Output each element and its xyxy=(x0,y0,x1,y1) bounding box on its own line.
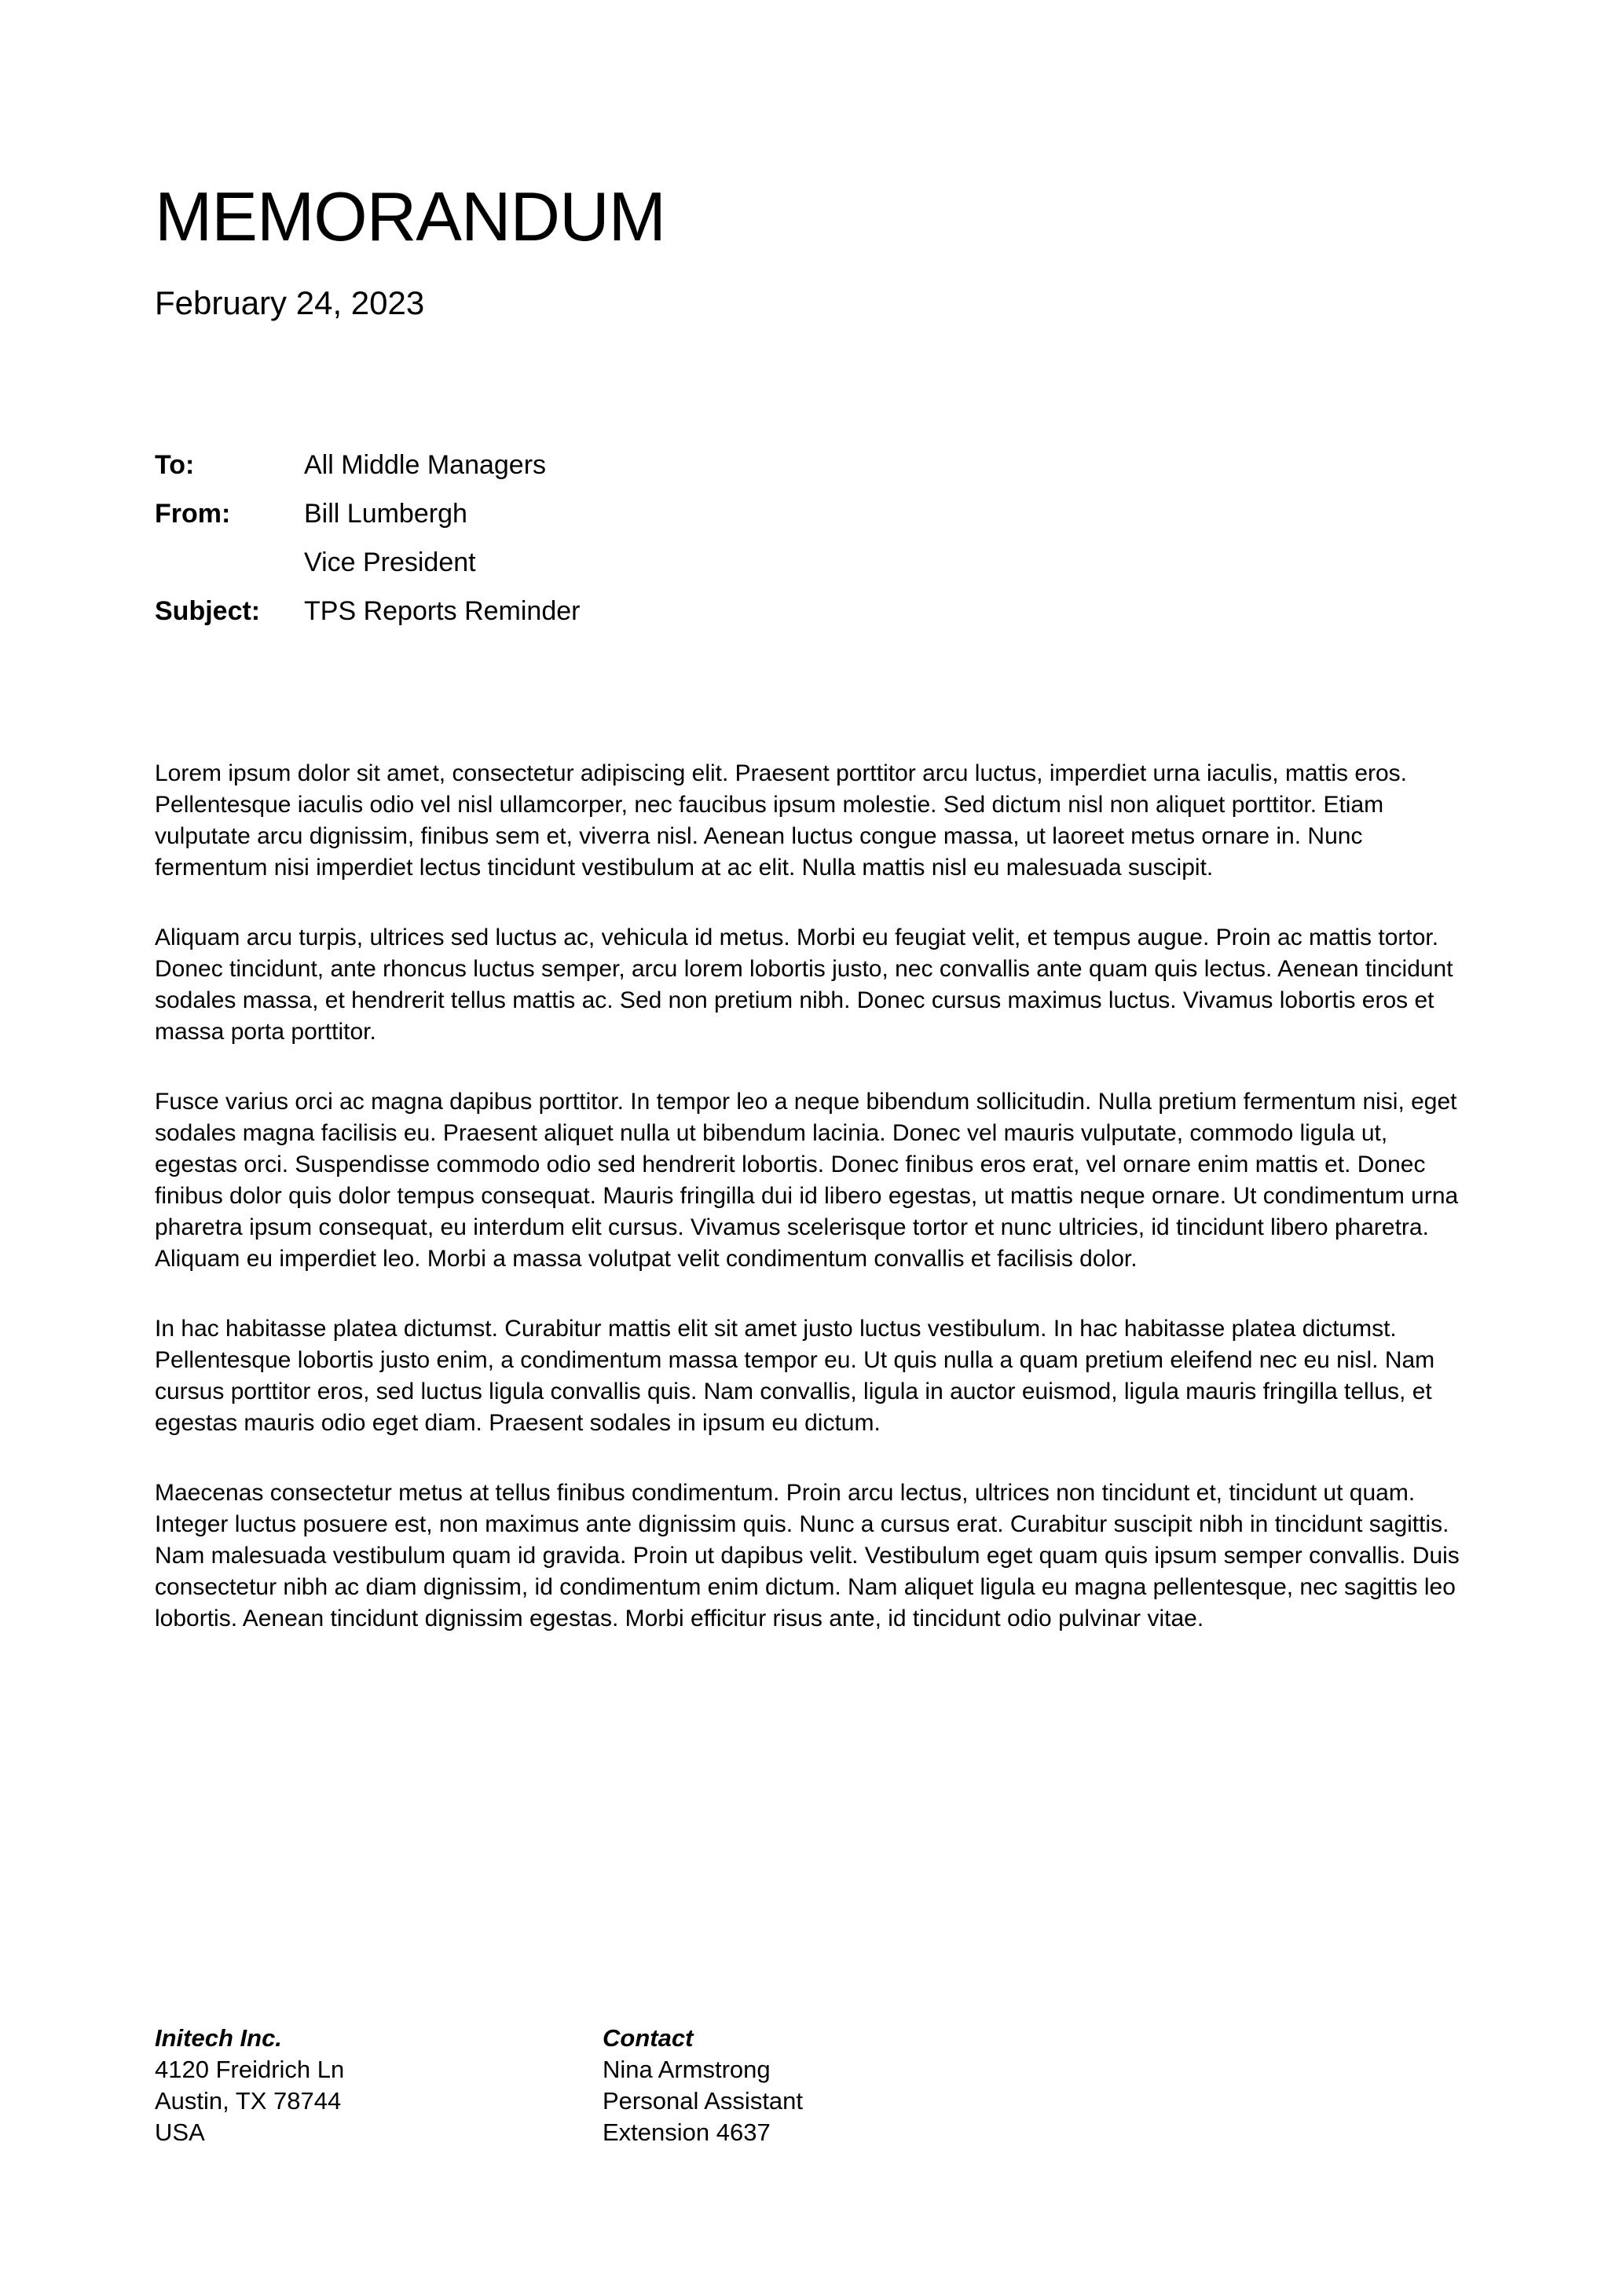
field-label-subject: Subject: xyxy=(155,596,261,626)
field-value-from: Bill Lumbergh xyxy=(304,499,467,529)
footer-company-street: 4120 Freidrich Ln xyxy=(155,2056,345,2083)
body-paragraph-3: Fusce varius orci ac magna dapibus porttitor. In tempor leo a neque bibendum sollicitudin. Nulla pretium fermentum nisi, eget sodales magna facilisis eu. Praesent aliquet nulla ut bibendum lacinia. Donec vel mauris vulputate, commodo ligula ut, egestas orci. Suspendisse commodo odio sed hendrerit lobortis. Donec finibus eros erat, vel ornare enim mattis et. Donec finibus dolor quis dolor tempus consequat. Mauris fringilla dui id libero egestas, ut mattis neque ornare. Ut condimentum urna pharetra ipsum consequat, eu interdum elit cursus. Vivamus scelerisque tortor et nunc ultricies, id tincidunt libero pharetra. Aliquam eu imperdiet leo. Morbi a massa volutpat velit condimentum convallis et facilisis dolor. xyxy=(155,1089,1459,1272)
body-paragraph-4: In hac habitasse platea dictumst. Curabitur mattis elit sit amet justo luctus vestibulum. In hac habitasse platea dictumst. Pellentesque lobortis justo enim, a condimentum massa tempor eu. Ut quis nulla a quam pretium eleifend nec eu nisl. Nam cursus porttitor eros, sed luctus ligula convallis quis. Nam convallis, ligula in auctor euismod, ligula mauris fringilla tellus, et egestas mauris odio eget diam. Praesent sodales in ipsum eu dictum. xyxy=(155,1316,1435,1436)
field-value-from-title: Vice President xyxy=(304,547,476,577)
footer-company-name: Initech Inc. xyxy=(155,2024,282,2052)
footer-company xyxy=(155,2023,344,2148)
footer-company-city: Austin, TX 78744 xyxy=(155,2087,342,2115)
field-label-from: From: xyxy=(155,499,231,529)
body-paragraph-5: Maecenas consectetur metus at tellus finibus condimentum. Proin arcu lectus, ultrices non tincidunt et, tincidunt ut quam. Integer luctus posuere est, non maximus ante dignissim quis. Nunc a cursus erat. Curabitur suscipit nibh in tincidunt sagittis. Nam malesuada vestibulum quam id gravida. Proin ut dapibus velit. Vestibulum eget quam quis ipsum semper convallis. Duis consectetur nibh ac diam dignissim, id condimentum enim dictum. Nam aliquet ligula eu magna pellentesque, nec sagittis leo lobortis. Aenean tincidunt dignissim egestas. Morbi efficitur risus ante, id tincidunt odio pulvinar vitae. xyxy=(155,1480,1460,1631)
footer-contact-extension: Extension 4637 xyxy=(603,2118,771,2146)
field-value-subject: TPS Reports Reminder xyxy=(304,596,581,626)
footer-contact-header: Contact xyxy=(603,2024,694,2052)
footer-contact xyxy=(603,2023,803,2148)
footer-contact-name: Nina Armstrong xyxy=(603,2056,771,2083)
body-paragraph-1: Lorem ipsum dolor sit amet, consectetur adipiscing elit. Praesent porttitor arcu luctus, imperdiet urna iaculis, mattis eros. Pellentesque iaculis odio vel nisl ullamcorper, nec faucibus ipsum molestie. Sed dictum nisl non aliquet porttitor. Etiam vulputate arcu dignissim, finibus sem et, viverra nisl. Aenean luctus congue massa, ut laoreet metus ornare in. Nunc fermentum nisi imperdiet lectus tincidunt vestibulum at ac elit. Nulla mattis nisl eu malesuada suscipit. xyxy=(155,760,1408,881)
field-label-to: To: xyxy=(155,450,195,480)
memo-date: February 24, 2023 xyxy=(155,284,425,321)
body-paragraph-2: Aliquam arcu turpis, ultrices sed luctus ac, vehicula id metus. Morbi eu feugiat velit, et tempus augue. Proin ac mattis tortor. Donec tincidunt, ante rhoncus luctus semper, arcu lorem lobortis justo, nec convallis ante quam quis lectus. Aenean tincidunt sodales massa, et hendrerit tellus mattis ac. Sed non pretium nibh. Donec cursus maximus luctus. Vivamus lobortis eros et massa porta porttitor. xyxy=(155,925,1453,1045)
field-value-to: All Middle Managers xyxy=(304,450,547,480)
memo-header-fields xyxy=(155,441,580,635)
field-label-blank xyxy=(155,538,304,587)
footer-contact-role: Personal Assistant xyxy=(603,2087,804,2115)
memo-body xyxy=(155,758,1467,1673)
footer-company-country: USA xyxy=(155,2118,205,2146)
page-title: MEMORANDUM xyxy=(155,178,665,255)
